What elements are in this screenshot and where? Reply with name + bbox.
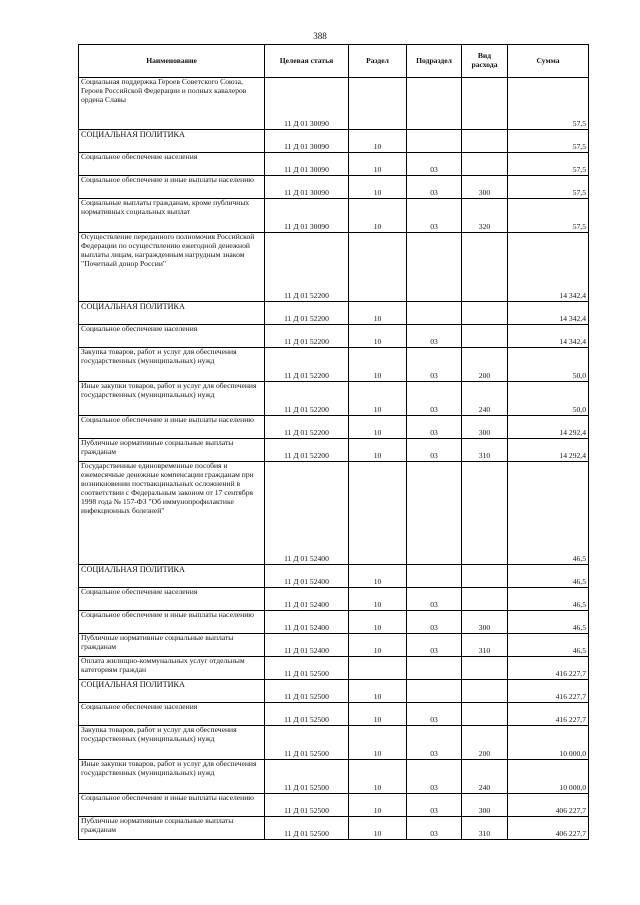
- cell-code: 11 Д 01 52400: [265, 611, 349, 634]
- cell-name: Закупка товаров, работ и услуг для обеспечения государственных (муниципальных) нужд: [79, 726, 265, 760]
- table-row: [79, 382, 589, 416]
- cell-code: 11 Д 01 52200: [265, 416, 349, 439]
- cell-subsection: 03: [407, 348, 462, 382]
- cell-code: 11 Д 01 52500: [265, 760, 349, 794]
- cell-expense-type: [462, 703, 508, 726]
- cell-subsection: [407, 302, 462, 325]
- cell-section: 10: [349, 611, 407, 634]
- header-amount: Сумма: [508, 45, 589, 78]
- cell-code: 11 Д 01 52400: [265, 634, 349, 657]
- cell-expense-type: [462, 78, 508, 130]
- cell-amount: 14 292,4: [508, 416, 589, 439]
- cell-code: 11 Д 01 52500: [265, 726, 349, 760]
- cell-amount: 10 000,0: [508, 760, 589, 794]
- table-row: [79, 760, 589, 794]
- cell-code: 11 Д 01 30090: [265, 176, 349, 199]
- header-section: Раздел: [349, 45, 407, 78]
- cell-section: 10: [349, 382, 407, 416]
- cell-section: 10: [349, 348, 407, 382]
- cell-code: 11 Д 01 52200: [265, 439, 349, 462]
- table-row: [79, 233, 589, 302]
- cell-expense-type: [462, 153, 508, 176]
- table-row: [79, 302, 589, 325]
- cell-amount: 46,5: [508, 634, 589, 657]
- cell-subsection: [407, 130, 462, 153]
- cell-section: 10: [349, 588, 407, 611]
- table-row: [79, 416, 589, 439]
- cell-subsection: 03: [407, 817, 462, 840]
- cell-amount: 406 227,7: [508, 794, 589, 817]
- cell-expense-type: 300: [462, 611, 508, 634]
- cell-subsection: [407, 233, 462, 302]
- cell-subsection: [407, 565, 462, 588]
- cell-section: 10: [349, 703, 407, 726]
- cell-name: Социальное обеспечение и иные выплаты населению: [79, 794, 265, 817]
- cell-expense-type: [462, 565, 508, 588]
- cell-subsection: [407, 680, 462, 703]
- cell-subsection: 03: [407, 153, 462, 176]
- cell-amount: 416 227,7: [508, 680, 589, 703]
- cell-section: 10: [349, 130, 407, 153]
- cell-amount: 14 292,4: [508, 439, 589, 462]
- cell-name: Социальное обеспечение населения: [79, 703, 265, 726]
- cell-section: 10: [349, 176, 407, 199]
- cell-expense-type: 320: [462, 199, 508, 233]
- cell-subsection: 03: [407, 634, 462, 657]
- header-expense-type: Вид расхода: [462, 45, 508, 78]
- table-row: [79, 78, 589, 130]
- cell-name: Социальная поддержка Героев Советского Союза, Героев Российской Федерации и полных кавалеров ордена Славы: [79, 78, 265, 130]
- cell-amount: 46,5: [508, 462, 589, 565]
- cell-expense-type: [462, 130, 508, 153]
- cell-amount: 46,5: [508, 611, 589, 634]
- cell-code: 11 Д 01 52400: [265, 462, 349, 565]
- cell-code: 11 Д 01 30090: [265, 153, 349, 176]
- cell-section: 10: [349, 416, 407, 439]
- cell-section: [349, 78, 407, 130]
- table-row: [79, 588, 589, 611]
- cell-amount: 50,0: [508, 348, 589, 382]
- cell-code: 11 Д 01 30090: [265, 130, 349, 153]
- cell-amount: 57,5: [508, 199, 589, 233]
- cell-section: 10: [349, 302, 407, 325]
- cell-expense-type: [462, 588, 508, 611]
- cell-name: Социальное обеспечение и иные выплаты населению: [79, 416, 265, 439]
- cell-section: 10: [349, 760, 407, 794]
- cell-code: 11 Д 01 52200: [265, 302, 349, 325]
- cell-code: 11 Д 01 52200: [265, 382, 349, 416]
- cell-name: СОЦИАЛЬНАЯ ПОЛИТИКА: [79, 130, 265, 153]
- table-row: [79, 703, 589, 726]
- cell-amount: 46,5: [508, 588, 589, 611]
- cell-section: 10: [349, 680, 407, 703]
- cell-name: СОЦИАЛЬНАЯ ПОЛИТИКА: [79, 302, 265, 325]
- cell-expense-type: 310: [462, 439, 508, 462]
- table-row: [79, 611, 589, 634]
- cell-code: 11 Д 01 52500: [265, 794, 349, 817]
- cell-expense-type: [462, 462, 508, 565]
- cell-section: [349, 233, 407, 302]
- table-row: [79, 439, 589, 462]
- cell-amount: 14 342,4: [508, 325, 589, 348]
- cell-expense-type: 300: [462, 416, 508, 439]
- cell-amount: 57,5: [508, 176, 589, 199]
- cell-name: Публичные нормативные социальные выплаты гражданам: [79, 634, 265, 657]
- cell-section: 10: [349, 439, 407, 462]
- cell-amount: 14 342,4: [508, 302, 589, 325]
- cell-subsection: 03: [407, 588, 462, 611]
- cell-amount: 57,5: [508, 78, 589, 130]
- cell-expense-type: 240: [462, 760, 508, 794]
- cell-section: 10: [349, 199, 407, 233]
- cell-section: 10: [349, 565, 407, 588]
- cell-subsection: 03: [407, 176, 462, 199]
- cell-expense-type: 200: [462, 348, 508, 382]
- cell-subsection: [407, 78, 462, 130]
- cell-code: 11 Д 01 52500: [265, 680, 349, 703]
- cell-expense-type: 240: [462, 382, 508, 416]
- cell-amount: 10 000,0: [508, 726, 589, 760]
- table-row: [79, 199, 589, 233]
- cell-name: СОЦИАЛЬНАЯ ПОЛИТИКА: [79, 680, 265, 703]
- header-name: Наименование: [79, 45, 265, 78]
- cell-amount: 14 342,4: [508, 233, 589, 302]
- cell-amount: 50,0: [508, 382, 589, 416]
- cell-subsection: 03: [407, 760, 462, 794]
- cell-section: 10: [349, 817, 407, 840]
- cell-expense-type: [462, 302, 508, 325]
- header-code: Целевая статья: [265, 45, 349, 78]
- table-row: [79, 634, 589, 657]
- cell-section: 10: [349, 726, 407, 760]
- header-subsection: Подраздел: [407, 45, 462, 78]
- cell-name: Оплата жилищно-коммунальных услуг отдельным категориям граждан: [79, 657, 265, 680]
- cell-code: 11 Д 01 30090: [265, 78, 349, 130]
- cell-subsection: 03: [407, 611, 462, 634]
- cell-section: 10: [349, 794, 407, 817]
- cell-subsection: 03: [407, 439, 462, 462]
- cell-subsection: 03: [407, 794, 462, 817]
- cell-code: 11 Д 01 30090: [265, 199, 349, 233]
- cell-code: 11 Д 01 52500: [265, 817, 349, 840]
- table-row: [79, 462, 589, 565]
- cell-name: Социальное обеспечение и иные выплаты населению: [79, 176, 265, 199]
- table-row: [79, 817, 589, 840]
- table-row: [79, 176, 589, 199]
- budget-table: [78, 44, 589, 840]
- cell-section: 10: [349, 325, 407, 348]
- cell-name: Социальное обеспечение населения: [79, 325, 265, 348]
- cell-expense-type: 310: [462, 634, 508, 657]
- table-row: [79, 130, 589, 153]
- cell-name: Социальное обеспечение населения: [79, 153, 265, 176]
- cell-amount: 406 227,7: [508, 817, 589, 840]
- cell-section: [349, 462, 407, 565]
- cell-expense-type: 300: [462, 794, 508, 817]
- cell-amount: 416 227,7: [508, 703, 589, 726]
- cell-amount: 57,5: [508, 130, 589, 153]
- cell-name: СОЦИАЛЬНАЯ ПОЛИТИКА: [79, 565, 265, 588]
- cell-expense-type: [462, 233, 508, 302]
- cell-section: 10: [349, 634, 407, 657]
- cell-code: 11 Д 01 52500: [265, 703, 349, 726]
- table-row: [79, 794, 589, 817]
- table-row: [79, 680, 589, 703]
- cell-name: Иные закупки товаров, работ и услуг для обеспечения государственных (муниципальных) нужд: [79, 382, 265, 416]
- cell-name: Государственные единовременные пособия и ежемесячные денежные компенсации гражданам при возникновении поствакцинальных осложнений в соответствии с Федеральным законом от 17 сентября 1998 года № 157-ФЗ "Об иммунопрофилактике инфекционных болезней": [79, 462, 265, 565]
- table-body: [79, 78, 589, 840]
- table-header-row: [79, 45, 589, 78]
- cell-subsection: 03: [407, 726, 462, 760]
- table-row: [79, 153, 589, 176]
- cell-subsection: 03: [407, 199, 462, 233]
- cell-name: Социальное обеспечение и иные выплаты населению: [79, 611, 265, 634]
- cell-code: 11 Д 01 52400: [265, 588, 349, 611]
- cell-subsection: 03: [407, 382, 462, 416]
- cell-amount: 57,5: [508, 153, 589, 176]
- cell-subsection: 03: [407, 703, 462, 726]
- cell-expense-type: [462, 680, 508, 703]
- cell-expense-type: [462, 657, 508, 680]
- cell-section: [349, 657, 407, 680]
- cell-name: Публичные нормативные социальные выплаты гражданам: [79, 439, 265, 462]
- table-row: [79, 325, 589, 348]
- cell-name: Социальное обеспечение населения: [79, 588, 265, 611]
- cell-subsection: [407, 657, 462, 680]
- table-row: [79, 657, 589, 680]
- cell-subsection: 03: [407, 325, 462, 348]
- cell-amount: 46,5: [508, 565, 589, 588]
- cell-name: Закупка товаров, работ и услуг для обеспечения государственных (муниципальных) нужд: [79, 348, 265, 382]
- cell-name: Иные закупки товаров, работ и услуг для обеспечения государственных (муниципальных) нужд: [79, 760, 265, 794]
- cell-expense-type: 300: [462, 176, 508, 199]
- cell-code: 11 Д 01 52200: [265, 233, 349, 302]
- cell-subsection: 03: [407, 416, 462, 439]
- cell-code: 11 Д 01 52500: [265, 657, 349, 680]
- cell-amount: 416 227,7: [508, 657, 589, 680]
- table-row: [79, 565, 589, 588]
- table-row: [79, 726, 589, 760]
- cell-section: 10: [349, 153, 407, 176]
- cell-code: 11 Д 01 52400: [265, 565, 349, 588]
- cell-code: 11 Д 01 52200: [265, 325, 349, 348]
- cell-name: Публичные нормативные социальные выплаты гражданам: [79, 817, 265, 840]
- cell-name: Социальные выплаты гражданам, кроме публичных нормативных социальных выплат: [79, 199, 265, 233]
- cell-code: 11 Д 01 52200: [265, 348, 349, 382]
- table-row: [79, 348, 589, 382]
- page-number: 388: [313, 31, 327, 41]
- cell-subsection: [407, 462, 462, 565]
- cell-name: Осуществление переданного полномочия Российской Федерации по осуществлению ежегодной денежной выплаты лицам, награжденным нагрудным знаком "Почетный донор России": [79, 233, 265, 302]
- cell-expense-type: 310: [462, 817, 508, 840]
- cell-expense-type: [462, 325, 508, 348]
- cell-expense-type: 200: [462, 726, 508, 760]
